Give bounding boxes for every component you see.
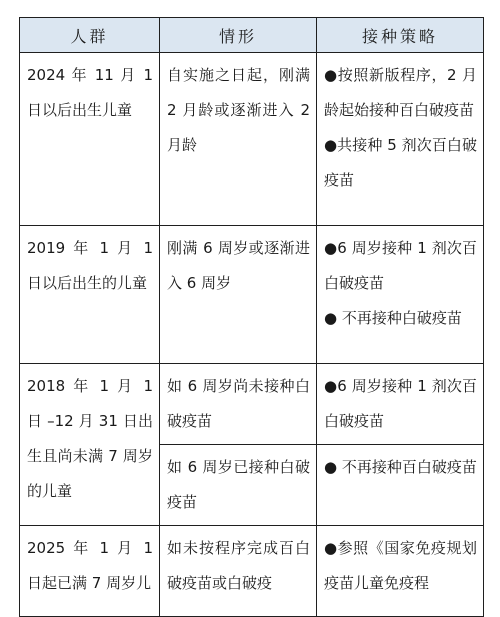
vaccination-strategy-table <box>19 17 484 617</box>
strategy-item: ●参照《国家免疫规划疫苗儿童免疫程 <box>324 539 477 592</box>
population-cell: 2019 年 1 月 1 日以后出生的儿童 <box>20 226 160 364</box>
situation-cell: 刚满 6 周岁或逐渐进入 6 周岁 <box>160 226 317 364</box>
header-strategy: 接种策略 <box>317 18 484 53</box>
situation-cell: 如 6 周岁尚未接种白破疫苗 <box>160 364 317 445</box>
table-row <box>20 53 484 226</box>
header-population: 人群 <box>20 18 160 53</box>
situation-cell: 如未按程序完成百白破疫苗或白破疫 <box>160 526 317 617</box>
population-cell: 2018 年 1 月 1 日 –12 月 31 日出生且尚未满 7 周岁的儿童 <box>20 364 160 526</box>
table-header-row <box>20 18 484 53</box>
strategy-cell <box>317 526 484 617</box>
strategy-item: ●按照新版程序，2 月龄起始接种百白破疫苗 <box>324 66 477 119</box>
situation-cell: 如 6 周岁已接种白破疫苗 <box>160 445 317 526</box>
strategy-cell <box>317 364 484 445</box>
situation-cell: 自实施之日起，刚满 2 月龄或逐渐进入 2 月龄 <box>160 53 317 226</box>
table-row <box>20 226 484 364</box>
strategy-item: ● 不再接种百白破疫苗 <box>324 458 477 476</box>
population-cell: 2025 年 1 月 1 日起已满 7 周岁儿 <box>20 526 160 617</box>
strategy-item: ●6 周岁接种 1 剂次百白破疫苗 <box>324 377 477 430</box>
population-cell: 2024 年 11 月 1 日以后出生儿童 <box>20 53 160 226</box>
strategy-cell <box>317 445 484 526</box>
table-row <box>20 364 484 445</box>
strategy-item: ●共接种 5 剂次百白破疫苗 <box>324 136 477 189</box>
strategy-item: ● 不再接种白破疫苗 <box>324 309 462 327</box>
table-row <box>20 526 484 617</box>
strategy-cell <box>317 53 484 226</box>
header-situation: 情形 <box>160 18 317 53</box>
strategy-cell <box>317 226 484 364</box>
strategy-item: ●6 周岁接种 1 剂次百白破疫苗 <box>324 239 477 292</box>
